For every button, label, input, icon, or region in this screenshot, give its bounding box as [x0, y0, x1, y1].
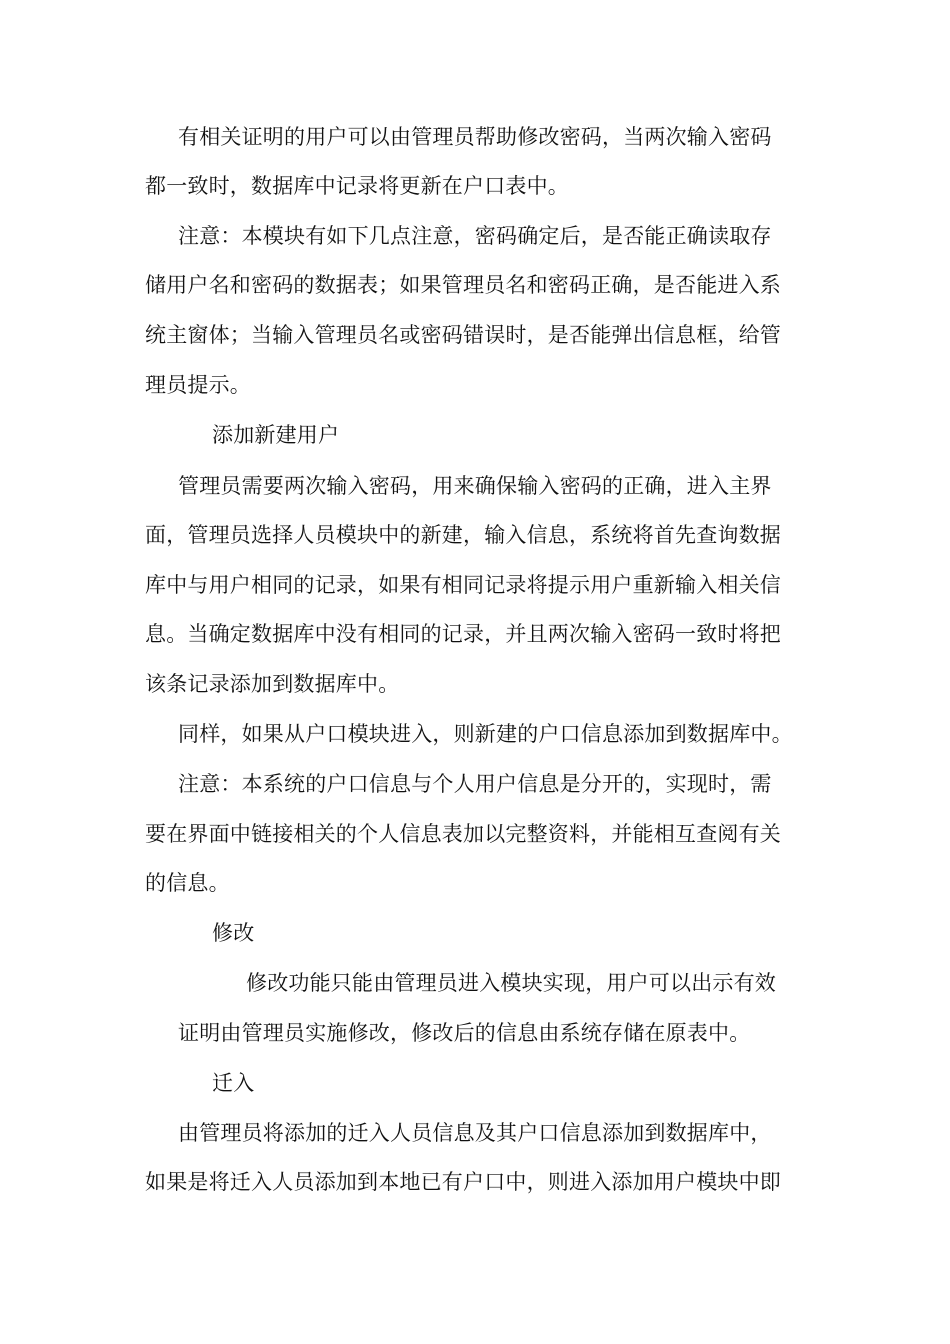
- paragraph-line: 理员提示。: [145, 373, 251, 397]
- paragraph-line: 统主窗体；当输入管理员名或密码错误时，是否能弹出信息框，给管: [145, 323, 781, 347]
- paragraph-line: 同样，如果从户口模块进入，则新建的户口信息添加到数据库中。: [178, 722, 793, 746]
- paragraph-line: 该条记录添加到数据库中。: [145, 672, 400, 696]
- paragraph-line: 库中与用户相同的记录，如果有相同记录将提示用户重新输入相关信: [145, 573, 781, 597]
- paragraph-line: 证明由管理员实施修改，修改后的信息由系统存储在原表中。: [178, 1021, 751, 1045]
- paragraph-line: 要在界面中链接相关的个人信息表加以完整资料，并能相互查阅有关: [145, 822, 781, 846]
- paragraph-line: 息。当确定数据库中没有相同的记录，并且两次输入密码一致时将把: [145, 622, 781, 646]
- section-heading-move-in: 迁入: [212, 1071, 255, 1095]
- paragraph-line: 由管理员将添加的迁入人员信息及其户口信息添加到数据库中，: [178, 1121, 772, 1145]
- paragraph-line: 面，管理员选择人员模块中的新建，输入信息，系统将首先查询数据: [145, 523, 781, 547]
- paragraph-line: 有相关证明的用户可以由管理员帮助修改密码，当两次输入密码: [178, 125, 772, 149]
- paragraph-line: 的信息。: [145, 871, 230, 895]
- paragraph-line: 修改功能只能由管理员进入模块实现，用户可以出示有效: [246, 971, 776, 995]
- paragraph-line: 都一致时，数据库中记录将更新在户口表中。: [145, 174, 569, 198]
- section-heading-modify: 修改: [212, 921, 255, 945]
- paragraph-line: 如果是将迁入人员添加到本地已有户口中，则进入添加用户模块中即: [145, 1170, 781, 1194]
- paragraph-line: 管理员需要两次输入密码，用来确保输入密码的正确，进入主界: [178, 474, 772, 498]
- paragraph-line: 注意：本系统的户口信息与个人用户信息是分开的，实现时，需: [178, 772, 772, 796]
- paragraph-line: 注意：本模块有如下几点注意，密码确定后，是否能正确读取存: [178, 224, 772, 248]
- section-heading-add-user: 添加新建用户: [212, 423, 340, 447]
- paragraph-line: 储用户名和密码的数据表；如果管理员名和密码正确，是否能进入系: [145, 273, 781, 297]
